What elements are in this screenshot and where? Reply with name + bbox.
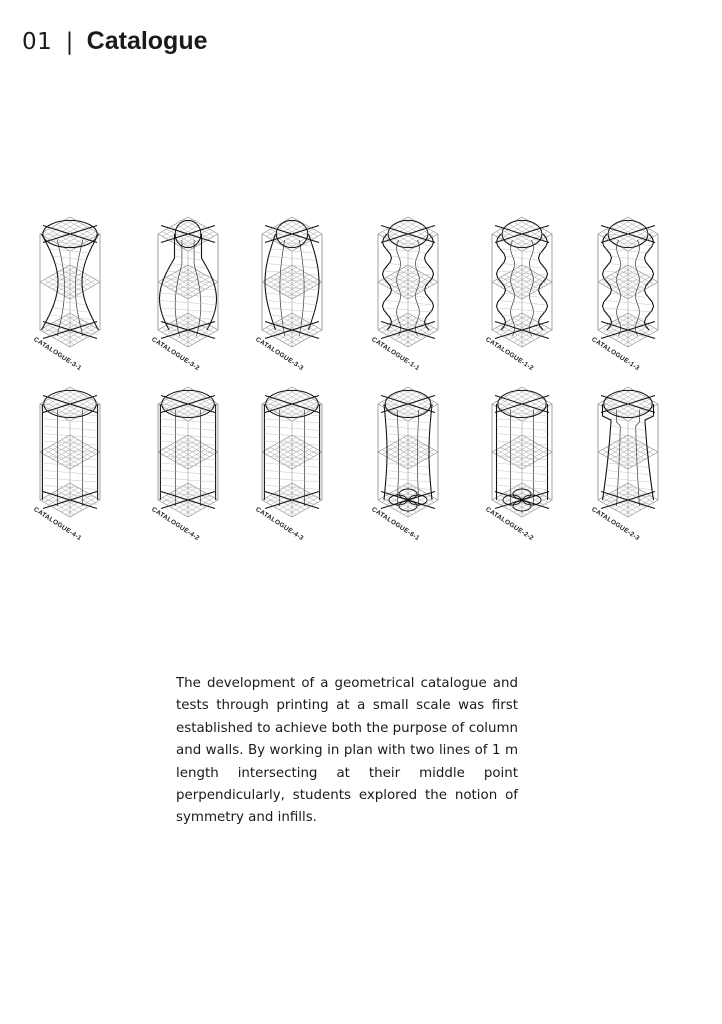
isometric-column-drawing (40, 382, 150, 532)
catalogue-drawing (254, 382, 392, 552)
header-separator: | (65, 29, 74, 55)
catalogue-label: CATALOGUE-4-1 (32, 506, 83, 543)
section-number: 01 (22, 29, 53, 55)
isometric-column-drawing (158, 212, 268, 362)
isometric-column-drawing (492, 212, 602, 362)
catalogue-drawing (590, 212, 722, 382)
isometric-column-drawing (158, 382, 268, 532)
catalogue-drawing (254, 212, 392, 382)
catalogue-label: CATALOGUE-1-1 (370, 336, 421, 373)
catalogue-drawing (590, 382, 722, 552)
isometric-column-drawing (492, 382, 602, 532)
catalogue-label: CATALOGUE-4-2 (150, 506, 201, 543)
catalogue-label: CATALOGUE-4-3 (254, 506, 305, 543)
catalogue-label: CATALOGUE-3-1 (32, 336, 83, 373)
isometric-column-drawing (378, 382, 488, 532)
isometric-column-drawing (40, 212, 150, 362)
catalogue-label: CATALOGUE-3-3 (254, 336, 305, 373)
isometric-column-drawing (598, 212, 708, 362)
catalogue-label: CATALOGUE-1-2 (484, 336, 535, 373)
catalogue-label: CATALOGUE-3-2 (150, 336, 201, 373)
body-paragraph: The development of a geometrical catalogue and tests through printing at a small scale was first established to achieve both the purpose of column and walls. By working in plan with two lines of 1 m length intersecting at their middle point perpendicularly, students explored the notion of symmetry and infills. (176, 676, 518, 826)
isometric-column-drawing (598, 382, 708, 532)
isometric-column-drawing (262, 212, 372, 362)
catalogue-drawing (32, 212, 170, 382)
catalogue-drawing (32, 382, 170, 552)
isometric-column-drawing (262, 382, 372, 532)
catalogue-label: CATALOGUE-6-1 (370, 506, 421, 543)
catalogue-label: CATALOGUE-1-3 (590, 336, 641, 373)
isometric-column-drawing (378, 212, 488, 362)
catalogue-drawing (370, 382, 508, 552)
section-title: Catalogue (86, 27, 208, 55)
catalogue-label: CATALOGUE-2-3 (590, 506, 641, 543)
catalogue-drawing (370, 212, 508, 382)
catalogue-label: CATALOGUE-2-2 (484, 506, 535, 543)
